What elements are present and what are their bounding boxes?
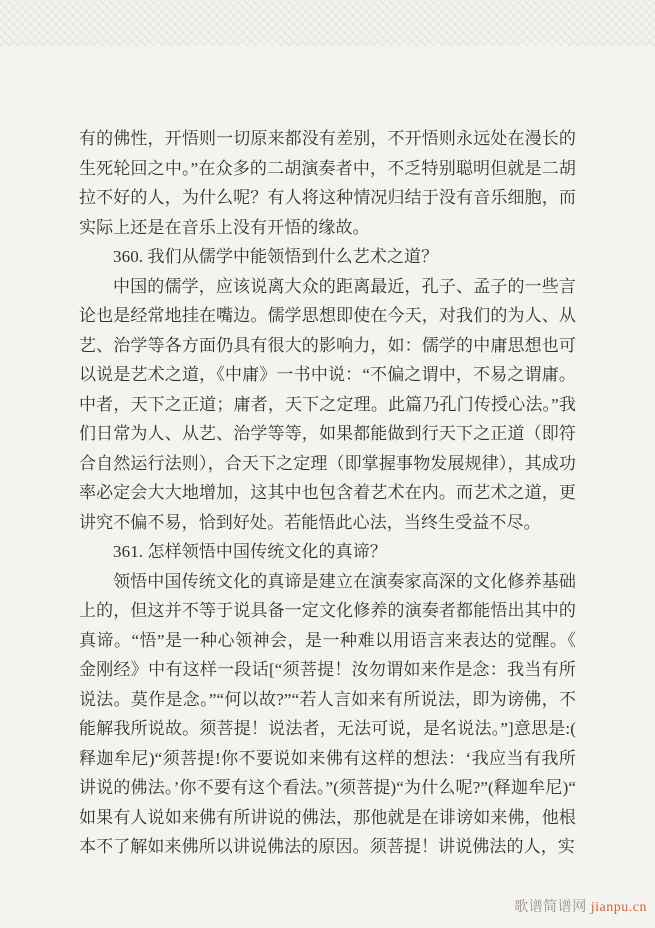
question-heading-361: 361. 怎样领悟中国传统文化的真谛？ [113,542,387,561]
watermark-site-url: jianpu.cn [590,900,647,915]
answer-paragraph-361: 领悟中国传统文化的真谛是建立在演奏家高深的文化修养基础上的，但这并不等于说具备一定文化修养的演奏者都能悟出其中的真谛。“悟”是一种心领神会，是一种难以用语言来表达的觉醒。《金刚经》中有这样一段话[“须菩提！汝勿谓如来作是念：我当有所说法。莫作是念。”“何以故?”“若人言如来有所说法，即为谤佛，不能解我所说故。须菩提！说法者，无法可说，是名说法。”]意思是:(释迦牟尼)“须菩提!你不要说如来佛有这样的想法：‘我应当有我所讲说的佛法。’你不要有这个看法。”(须菩提)“为什么呢?”(释迦牟尼)“如果有人说如来佛有所讲说的佛法，那他就是在诽谤如来佛，他根本不了解如来佛所以讲说佛法的原因。须菩提！讲说佛法的人，实 [79,571,576,856]
answer-paragraph-360: 中国的儒学，应该说离大众的距离最近，孔子、孟子的一些言论也是经常地挂在嘴边。儒学思想即使在今天，对我们的为人、从艺、治学等各方面仍具有很大的影响力，如：儒学的中庸思想也可以说是艺术之道，《中庸》一书中说：“不偏之谓中，不易之谓庸。中者，天下之正道；庸者，天下之定理。此篇乃孔门传授心法。”我们日常为人、从艺、治学等等，如果都能做到行天下之正道（即符合自然运行法则），合天下之定理（即掌握事物发展规律），其成功率必定会大大地增加，这其中也包含着艺术在内。而艺术之道，更讲究不偏不易，恰到好处。若能悟此心法，当终生受益不尽。 [79,276,576,532]
paragraph-continuation: 有的佛性，开悟则一切原来都没有差别，不开悟则永远处在漫长的生死轮回之中。”在众多的二胡演奏者中，不乏特别聪明但就是二胡拉不好的人，为什么呢？有人将这种情况归结于没有音乐细胞，而实际上还是在音乐上没有开悟的缘故。 [79,129,576,237]
watermark [514,896,647,916]
page-text-block [79,124,576,862]
question-heading-360: 360. 我们从儒学中能领悟到什么艺术之道？ [113,247,439,266]
scan-texture-band [0,0,655,46]
watermark-site-name: 歌谱简谱网 [514,900,587,915]
